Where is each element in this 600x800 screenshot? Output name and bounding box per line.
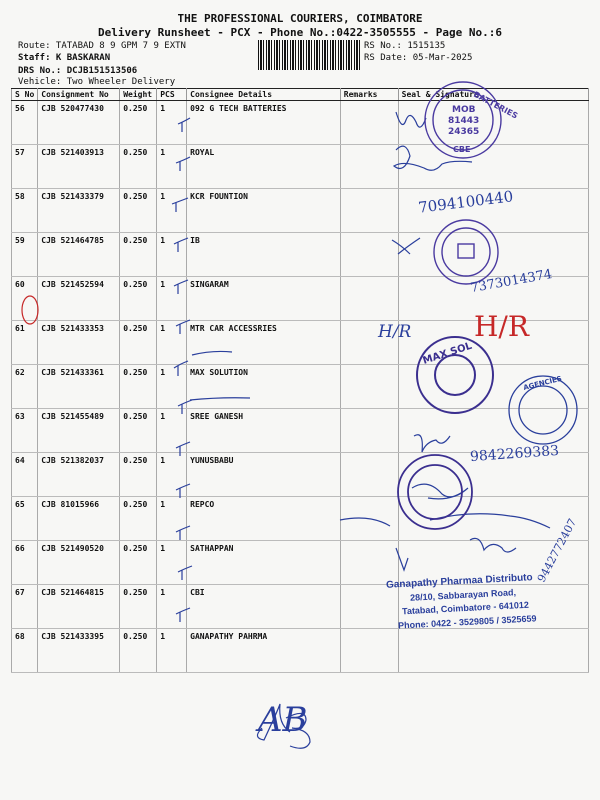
weight-cell: 0.250	[120, 585, 157, 629]
tick-mark	[178, 118, 190, 132]
col-header-consignment: Consignment No	[38, 89, 120, 101]
consignment-cell: CJB 521433361	[38, 365, 120, 409]
hr-note-small: H/R	[378, 322, 412, 342]
tick-mark	[178, 566, 192, 580]
runsheet-subtitle: Delivery Runsheet - PCX - Phone No.:0422-3505555 - Page No.:6	[98, 26, 502, 39]
tick-mark	[176, 526, 190, 540]
consignee-cell: CBI	[187, 585, 341, 629]
sno-cell: 63	[12, 409, 38, 453]
consignment-cell: CJB 521490520	[38, 541, 120, 585]
route-text: Route: TATABAD 8 9 GPM 7 9 EXTN	[18, 41, 186, 51]
consignee-cell: KCR FOUNTION	[187, 189, 341, 233]
rs-number: RS No.: 1515135	[364, 41, 446, 51]
consignment-cell: CJB 521433353	[38, 321, 120, 365]
sno-cell: 56	[12, 101, 38, 145]
drs-text: DRS No.: DCJB151513506	[18, 66, 138, 76]
tick-mark	[178, 400, 192, 414]
col-header-sno: S No	[12, 89, 38, 101]
stamp-batteries-mob: MOB	[452, 105, 476, 115]
consignee-cell: SINGARAM	[187, 277, 341, 321]
pcs-cell: 1	[157, 365, 187, 409]
weight-cell: 0.250	[120, 541, 157, 585]
consignee-cell: MAX SOLUTION	[187, 365, 341, 409]
col-header-pcs: PCS	[157, 89, 187, 101]
tick-mark	[176, 442, 190, 456]
phone-handwritten-64: 9842269383	[469, 442, 560, 466]
weight-cell: 0.250	[120, 233, 157, 277]
hr-note-large: H/R	[474, 310, 529, 343]
initials-handwritten: AB	[258, 700, 308, 740]
pcs-cell: 1	[157, 629, 187, 673]
weight-cell: 0.250	[120, 189, 157, 233]
weight-cell: 0.250	[120, 321, 157, 365]
consignment-cell: CJB 521433379	[38, 189, 120, 233]
sno-cell: 65	[12, 497, 38, 541]
consignment-cell: CJB 521455489	[38, 409, 120, 453]
sno-61-circle	[22, 296, 38, 324]
pcs-cell: 1	[157, 497, 187, 541]
ganapathy-stamp-line2: 28/10, Sabbarayan Road,	[409, 587, 517, 603]
pcs-cell: 1	[157, 321, 187, 365]
consignment-cell: CJB 521433395	[38, 629, 120, 673]
signature-56	[396, 112, 426, 127]
sno-cell: 67	[12, 585, 38, 629]
consignee-cell: YUNUSBABU	[187, 453, 341, 497]
phone-handwritten-67: 9442772407	[534, 516, 580, 585]
col-header-weight: Weight	[120, 89, 157, 101]
max-stamp-text: MAX SOL	[421, 340, 474, 367]
tick-mark	[174, 280, 188, 294]
weight-cell: 0.250	[120, 409, 157, 453]
initials-scribble	[257, 704, 310, 748]
consignee-cell: SREE GANESH	[187, 409, 341, 453]
rs-date: RS Date: 05-Mar-2025	[364, 53, 473, 63]
consignment-cell: CJB 521464815	[38, 585, 120, 629]
signature-65	[412, 484, 468, 499]
stamp-batteries-top: BATTERIES	[472, 89, 520, 121]
ganapathy-stamp-line1: Ganapathy Pharmaa Distributo	[385, 572, 533, 591]
pcs-cell: 1	[157, 189, 187, 233]
consignment-cell: CJB 520477430	[38, 101, 120, 145]
sno-cell: 58	[12, 189, 38, 233]
consignee-cell: MTR CAR ACCESSRIES	[187, 321, 341, 365]
consignee-cell: IB	[187, 233, 341, 277]
consignment-cell: CJB 521464785	[38, 233, 120, 277]
col-header-signature: Seal & Signature	[398, 89, 588, 101]
tick-mark	[174, 361, 188, 376]
sno-cell: 66	[12, 541, 38, 585]
consignee-cell: SATHAPPAN	[187, 541, 341, 585]
pcs-cell: 1	[157, 101, 187, 145]
tick-mark	[176, 157, 190, 171]
stamp-batteries-num2: 24365	[448, 127, 480, 137]
tick-mark	[176, 484, 190, 498]
tick-mark	[176, 320, 190, 334]
consignee-cell: ROYAL	[187, 145, 341, 189]
signature-66	[340, 514, 550, 528]
agencies-stamp-text: AGENCIES	[522, 374, 563, 392]
sno-cell: 64	[12, 453, 38, 497]
weight-cell: 0.250	[120, 497, 157, 541]
row65-stamp	[398, 455, 472, 529]
tick-mark	[176, 608, 190, 622]
pcs-cell: 1	[157, 145, 187, 189]
col-header-consignee: Consignee Details	[187, 89, 341, 101]
phone-handwritten-60: 7373014374	[469, 266, 554, 297]
sno-cell: 57	[12, 145, 38, 189]
consignee-cell: 092 G TECH BATTERIES	[187, 101, 341, 145]
consignee-cell: GANAPATHY PAHRMA	[187, 629, 341, 673]
weight-cell: 0.250	[120, 365, 157, 409]
sno-cell: 59	[12, 233, 38, 277]
signature-67	[396, 538, 516, 570]
pcs-cell: 1	[157, 409, 187, 453]
ganapathy-stamp-line3: Tatabad, Coimbatore - 641012	[401, 599, 530, 617]
sno-cell: 60	[12, 277, 38, 321]
consignment-cell: CJB 521403913	[38, 145, 120, 189]
consignment-cell: CJB 521382037	[38, 453, 120, 497]
pcs-cell: 1	[157, 453, 187, 497]
tick-mark	[174, 238, 188, 252]
col-header-remarks: Remarks	[340, 89, 398, 101]
pcs-cell: 1	[157, 585, 187, 629]
tick-mark	[172, 198, 188, 212]
consignment-cell: CJB 521452594	[38, 277, 120, 321]
signature-59	[392, 238, 420, 254]
vehicle-text: Vehicle: Two Wheeler Delivery	[18, 77, 176, 87]
signature-64	[414, 435, 450, 452]
consignment-cell: CJB 81015966	[38, 497, 120, 541]
weight-cell: 0.250	[120, 277, 157, 321]
underline-stroke	[190, 398, 250, 400]
sno-cell: 62	[12, 365, 38, 409]
weight-cell: 0.250	[120, 453, 157, 497]
pcs-cell: 1	[157, 541, 187, 585]
consignee-cell: REPCO	[187, 497, 341, 541]
weight-cell: 0.250	[120, 101, 157, 145]
stamp-batteries-num1: 81443	[448, 116, 480, 126]
weight-cell: 0.250	[120, 629, 157, 673]
underline-stroke	[192, 351, 232, 355]
sno-cell: 61	[12, 321, 38, 365]
weight-cell: 0.250	[120, 145, 157, 189]
pcs-cell: 1	[157, 277, 187, 321]
staff-text: Staff: K BASKARAN	[18, 53, 111, 63]
ganapathy-stamp-line4: Phone: 0422 - 3529805 / 3525659	[397, 613, 537, 631]
bank-stamp	[434, 220, 498, 284]
pcs-cell: 1	[157, 233, 187, 277]
phone-handwritten-58: 7094100440	[417, 187, 515, 217]
stamp-batteries-cbe: CBE	[453, 145, 471, 154]
sno-cell: 68	[12, 629, 38, 673]
company-title: THE PROFESSIONAL COURIERS, COIMBATORE	[177, 12, 423, 25]
